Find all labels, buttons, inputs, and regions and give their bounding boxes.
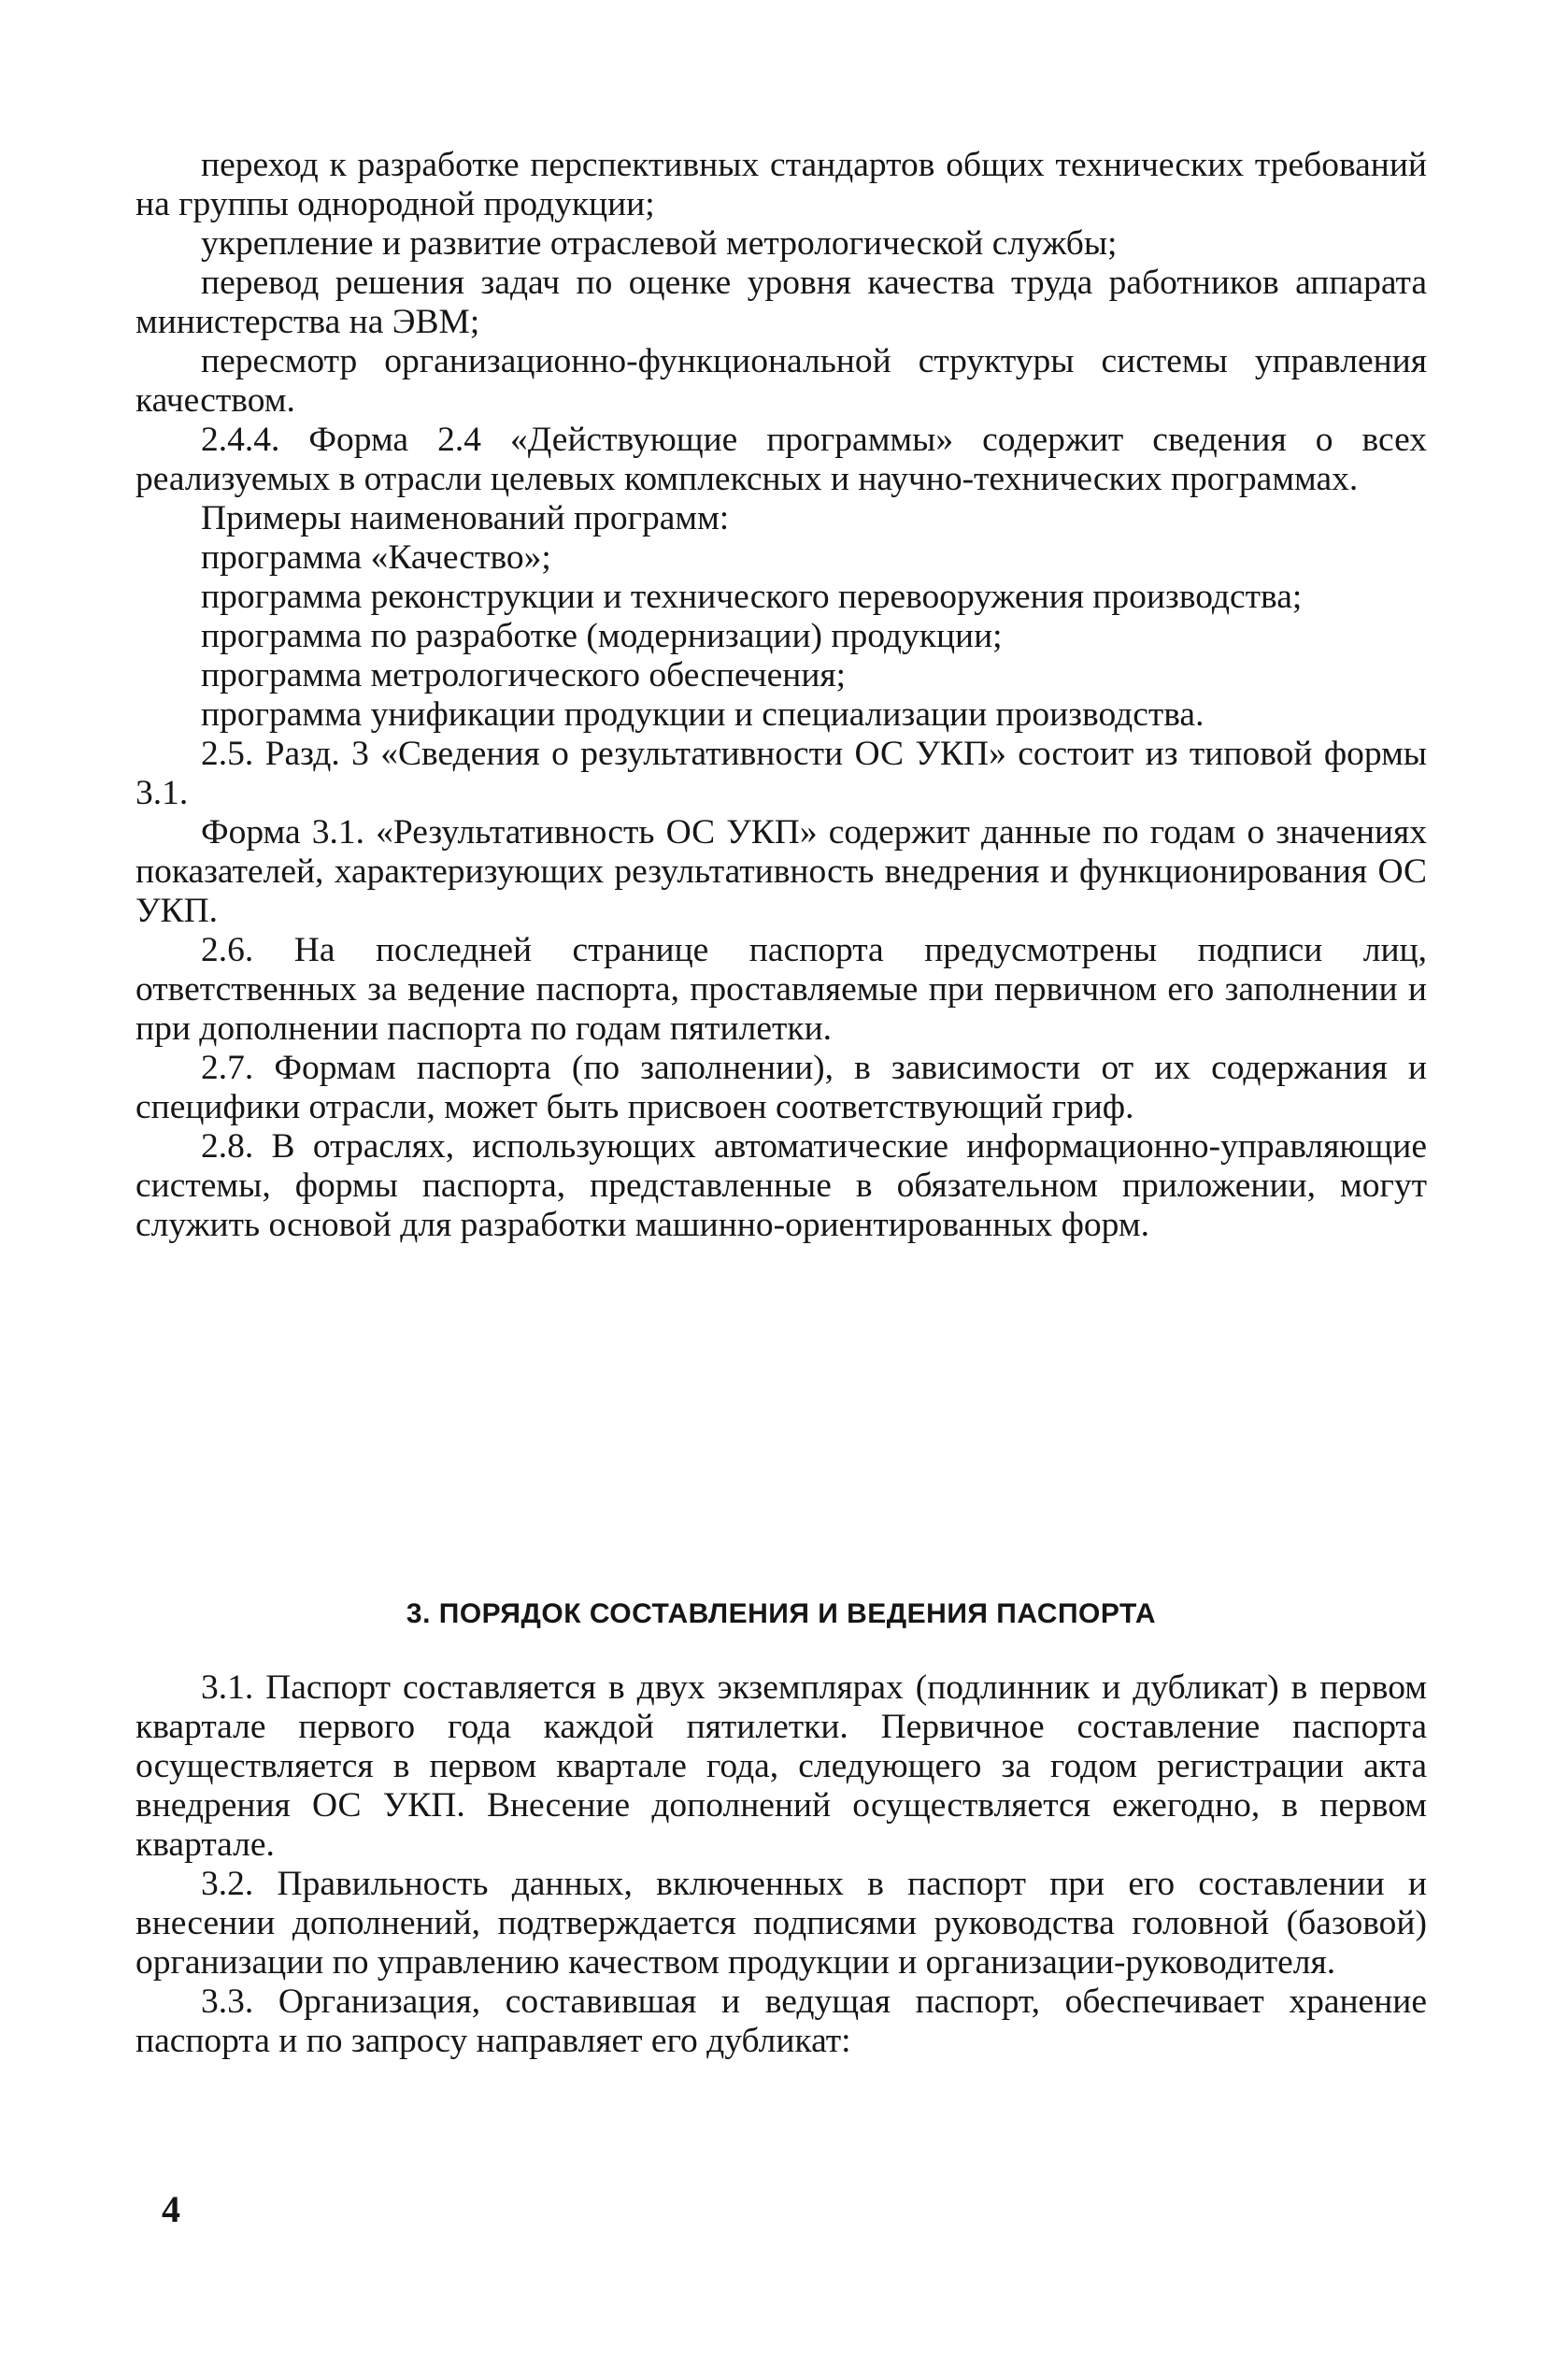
paragraph: 3.3. Организация, составившая и ведущая паспорт, обеспечивает хранение паспорта и по запросу направляет его дубликат: xyxy=(135,1983,1427,2060)
paragraph: перевод решения задач по оценке уровня качества труда работников аппарата министерства на ЭВМ; xyxy=(135,264,1427,341)
paragraph: 2.4.4. Форма 2.4 «Действующие программы» содержит сведения о всех реализуемых в отрасли целевых комплексных и научно-технических программах. xyxy=(135,421,1427,498)
paragraph: 3.1. Паспорт составляется в двух экземплярах (подлинник и дубликат) в первом квартале первого года каждой пятилетки. Первичное составление паспорта осуществляется в первом квартале года, следующего за годом регистрации акта внедрения ОС УКП. Внесение дополнений осуществляется ежегодно, в первом квартале. xyxy=(135,1668,1427,1864)
paragraph: Форма 3.1. «Результативность ОС УКП» содержит данные по годам о значениях показателей, характеризующих результативность внедрения и функционирования ОС УКП. xyxy=(135,813,1427,930)
paragraph: программа метрологического обеспечения; xyxy=(201,656,847,694)
paragraph: укрепление и развитие отраслевой метрологической службы; xyxy=(201,224,1118,263)
page-number: 4 xyxy=(162,2188,180,2230)
paragraph: 2.8. В отраслях, использующих автоматические информационно-управляющие системы, формы паспорта, представленные в обязательном приложении, могут служить основой для разработки машинно-ориентированных форм. xyxy=(135,1127,1427,1244)
paragraph: 2.6. На последней странице паспорта предусмотрены подписи лиц, ответственных за ведение паспорта, проставляемые при первичном его заполнении и при дополнении паспорта по годам пятилетки. xyxy=(135,931,1427,1048)
paragraph: программа унификации продукции и специализации производства. xyxy=(201,695,1205,734)
section-3-text xyxy=(135,1668,1427,2061)
paragraph: пересмотр организационно-функциональной структуры системы управления качеством. xyxy=(135,342,1427,420)
paragraph: программа реконструкции и технического перевооружения производства; xyxy=(201,578,1303,616)
paragraph: 2.7. Формам паспорта (по заполнении), в зависимости от их содержания и специфики отрасли, может быть присвоен соответствующий гриф. xyxy=(135,1049,1427,1126)
paragraph: переход к разработке перспективных стандартов общих технических требований на группы однородной продукции; xyxy=(135,146,1427,223)
paragraph: 2.5. Разд. 3 «Сведения о результативности ОС УКП» состоит из типовой формы 3.1. xyxy=(135,735,1427,812)
paragraph: программа «Качество»; xyxy=(201,538,551,577)
paragraph: 3.2. Правильность данных, включенных в паспорт при его составлении и внесении дополнений, подтверждается подписями руководства головной (базовой) организации по управлению качеством продукции и организации-руководителя. xyxy=(135,1865,1427,1982)
paragraph: Примеры наименований программ: xyxy=(201,499,730,537)
section-2-text xyxy=(135,146,1427,1245)
paragraph: программа по разработке (модернизации) продукции; xyxy=(201,617,1003,655)
section-3-heading: 3. ПОРЯДОК СОСТАВЛЕНИЯ И ВЕДЕНИЯ ПАСПОРТА xyxy=(406,1598,1157,1629)
